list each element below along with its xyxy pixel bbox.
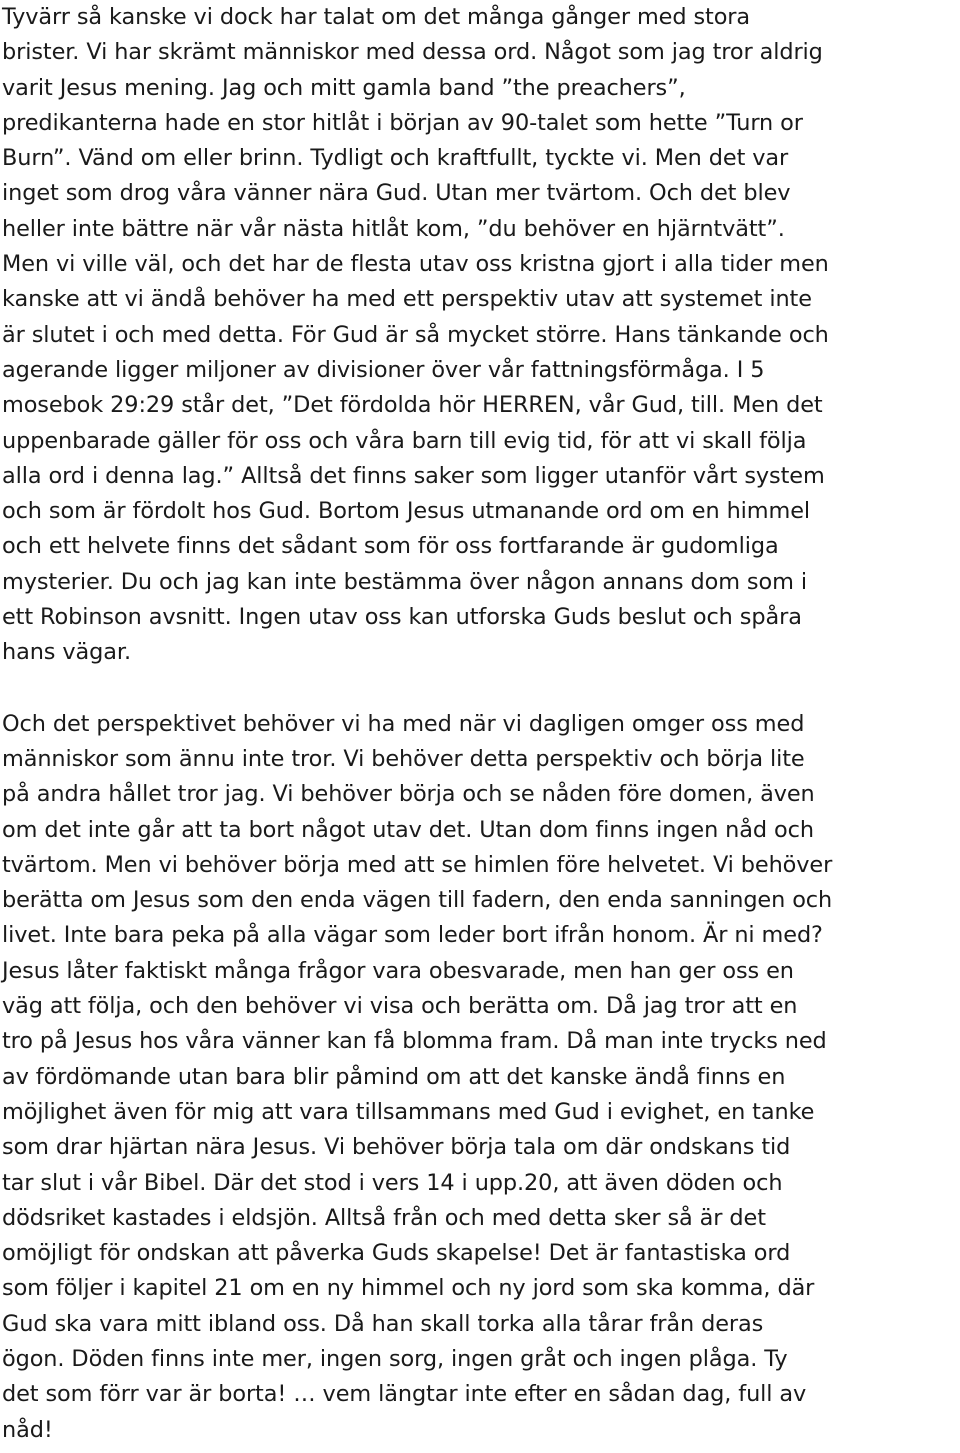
text-line: av fördömande utan bara blir påmind om att det kanske ändå finns en <box>2 1063 786 1090</box>
text-line: kanske att vi ändå behöver ha med ett perspektiv utav att systemet inte <box>2 286 812 313</box>
text-line: väg att följa, och den behöver vi visa och berätta om. Då jag tror att en <box>2 993 798 1020</box>
text-line: är slutet i och med detta. För Gud är så mycket större. Hans tänkande och <box>2 321 829 348</box>
text-line: mosebok 29:29 står det, ”Det fördolda hör HERREN, vår Gud, till. Men det <box>2 392 823 419</box>
text-line: brister. Vi har skrämt människor med dessa ord. Något som jag tror aldrig <box>2 39 823 66</box>
text-line: heller inte bättre när vår nästa hitlåt kom, ”du behöver en hjärntvätt”. <box>2 215 785 242</box>
text-line: uppenbarade gäller för oss och våra barn till evig tid, för att vi skall följa <box>2 427 807 454</box>
text-line: mysterier. Du och jag kan inte bestämma över någon annans dom som i <box>2 568 807 595</box>
text-line: möjlighet även för mig att vara tillsammans med Gud i evighet, en tanke <box>2 1098 815 1125</box>
text-line: Gud ska vara mitt ibland oss. Då han skall torka alla tårar från deras <box>2 1310 764 1337</box>
text-line: dödsriket kastades i eldsjön. Alltså från och med detta sker så är det <box>2 1204 766 1231</box>
paragraph-1 <box>2 0 958 671</box>
document-page <box>2 0 958 1448</box>
text-line: livet. Inte bara peka på alla vägar som leder bort ifrån honom. Är ni med? <box>2 922 823 949</box>
text-line: nåd! <box>2 1416 53 1443</box>
text-line: Men vi ville väl, och det har de flesta utav oss kristna gjort i alla tider men <box>2 251 829 278</box>
text-line: Burn”. Vänd om eller brinn. Tydligt och kraftfullt, tyckte vi. Men det var <box>2 145 789 172</box>
text-line: och ett helvete finns det sådant som för oss fortfarande är gudomliga <box>2 533 779 560</box>
text-line: hans vägar. <box>2 639 131 666</box>
text-line: inget som drog våra vänner nära Gud. Utan mer tvärtom. Och det blev <box>2 180 791 207</box>
text-line: som drar hjärtan nära Jesus. Vi behöver börja tala om där ondskans tid <box>2 1134 791 1161</box>
text-line: varit Jesus mening. Jag och mitt gamla band ”the preachers”, <box>2 74 686 101</box>
text-line: Tyvärr så kanske vi dock har talat om det många gånger med stora <box>2 4 751 30</box>
text-line: agerande ligger miljoner av divisioner över vår fattningsförmåga. I 5 <box>2 356 765 383</box>
text-line: omöjligt för ondskan att påverka Guds skapelse! Det är fantastiska ord <box>2 1240 791 1267</box>
text-line: ett Robinson avsnitt. Ingen utav oss kan utforska Guds beslut och spåra <box>2 604 802 631</box>
text-line: om det inte går att ta bort något utav det. Utan dom finns ingen nåd och <box>2 816 814 843</box>
text-line: berätta om Jesus som den enda vägen till fadern, den enda sanningen och <box>2 887 833 914</box>
text-line: som följer i kapitel 21 om en ny himmel och ny jord som ska komma, där <box>2 1275 815 1302</box>
text-line: alla ord i denna lag.” Alltså det finns saker som ligger utanför vårt system <box>2 462 825 489</box>
paragraph-2 <box>2 707 958 1448</box>
text-line: tvärtom. Men vi behöver börja med att se himlen före helvetet. Vi behöver <box>2 851 833 878</box>
text-line: ögon. Döden finns inte mer, ingen sorg, ingen gråt och ingen plåga. Ty <box>2 1345 788 1372</box>
text-line: det som förr var är borta! … vem längtar inte efter en sådan dag, full av <box>2 1381 807 1408</box>
paragraph-gap <box>2 671 958 707</box>
text-line: Och det perspektivet behöver vi ha med när vi dagligen omger oss med <box>2 710 805 737</box>
text-line: Jesus låter faktiskt många frågor vara obesvarade, men han ger oss en <box>2 957 794 984</box>
text-line: på andra hållet tror jag. Vi behöver börja och se nåden före domen, även <box>2 781 815 808</box>
text-line: predikanterna hade en stor hitlåt i början av 90-talet som hette ”Turn or <box>2 109 803 136</box>
text-line: människor som ännu inte tror. Vi behöver detta perspektiv och börja lite <box>2 745 805 772</box>
text-line: tar slut i vår Bibel. Där det stod i vers 14 i upp.20, att även döden och <box>2 1169 783 1196</box>
text-line: och som är fördolt hos Gud. Bortom Jesus utmanande ord om en himmel <box>2 498 811 525</box>
text-line: tro på Jesus hos våra vänner kan få blomma fram. Då man inte trycks ned <box>2 1028 827 1055</box>
